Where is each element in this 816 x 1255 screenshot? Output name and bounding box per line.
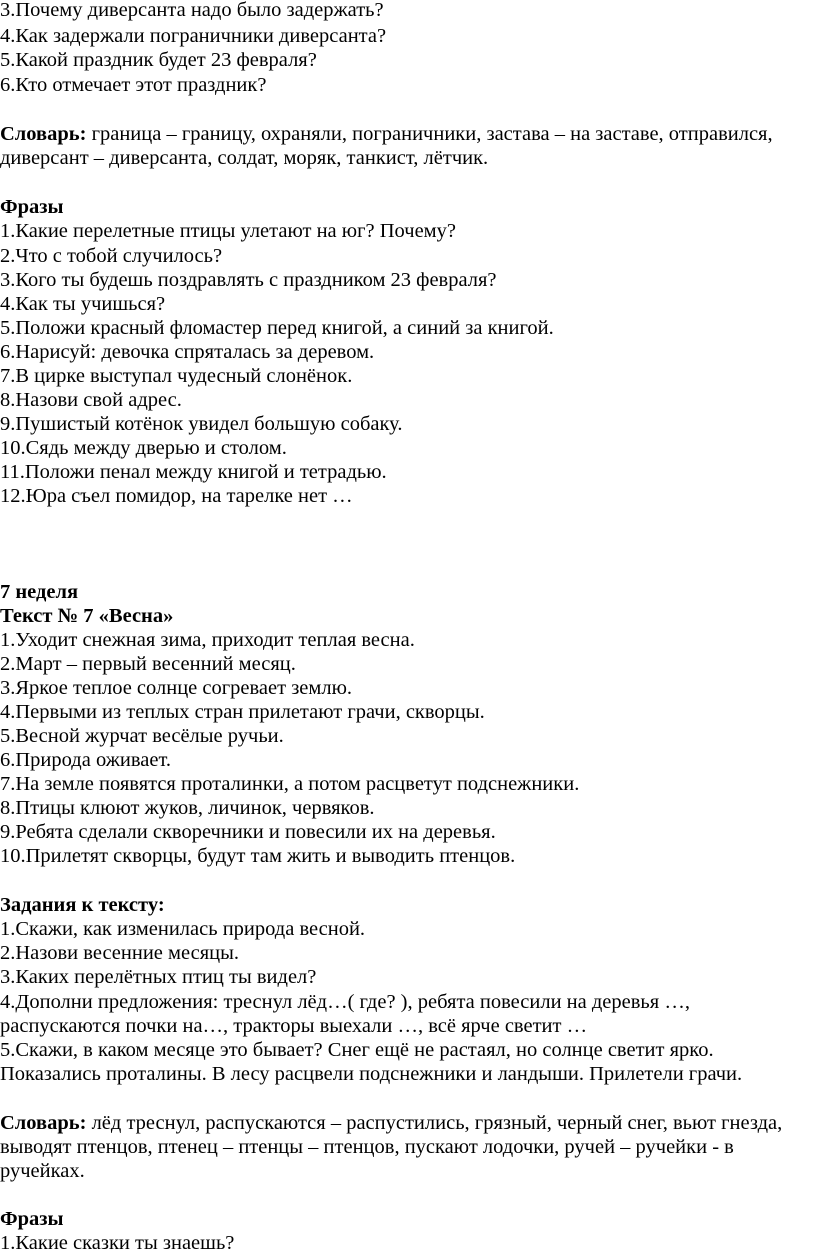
question-6: 6.Кто отмечает этот праздник? xyxy=(0,74,267,96)
text-sentence: 3.Яркое теплое солнце согревает землю. xyxy=(0,677,353,699)
phrase-item: 12.Юра съел помидор, на тарелке нет … xyxy=(0,485,353,507)
phrase-item: 1.Какие сказки ты знаешь? xyxy=(0,1232,235,1254)
vocabulary-text-cont: выводят птенцов, птенец – птенцы – птенцов, пускают лодочки, ручей – ручейки - в xyxy=(0,1136,734,1158)
question-3: 3.Почему диверсанта надо было задержать? xyxy=(0,0,384,21)
question-4: 4.Как задержали пограничники диверсанта? xyxy=(0,25,387,47)
task-line: Показались проталины. В лесу расцвели подснежники и ландыши. Прилетели грачи. xyxy=(0,1063,743,1085)
phrase-item: 4.Как ты учишься? xyxy=(0,293,166,315)
phrase-item: 5.Положи красный фломастер перед книгой, а синий за книгой. xyxy=(0,317,554,339)
task-line: 5.Скажи, в каком месяце это бывает? Снег ещё не растаял, но солнце светит ярко. xyxy=(0,1039,714,1061)
vocabulary-label: Словарь: xyxy=(0,123,87,145)
text-sentence: 4.Первыми из теплых стран прилетают грачи, скворцы. xyxy=(0,701,485,723)
phrase-item: 11.Положи пенал между книгой и тетрадью. xyxy=(0,461,387,483)
vocabulary-text-cont: ручейках. xyxy=(0,1160,85,1182)
task-line: 2.Назови весенние месяцы. xyxy=(0,942,240,964)
vocabulary-label: Словарь: xyxy=(0,1112,87,1134)
vocabulary-line xyxy=(0,122,773,146)
phrases-heading: Фразы xyxy=(0,196,64,218)
text-sentence: 10.Прилетят скворцы, будут там жить и выводить птенцов. xyxy=(0,845,516,867)
question-5: 5.Какой праздник будет 23 февраля? xyxy=(0,49,317,71)
phrase-item: 6.Нарисуй: девочка спряталась за деревом. xyxy=(0,341,375,363)
phrase-item: 7.В цирке выступал чудесный слонёнок. xyxy=(0,365,353,387)
text-sentence: 7.На земле появятся проталинки, а потом расцветут подснежники. xyxy=(0,773,580,795)
week-heading: 7 неделя xyxy=(0,581,79,603)
phrase-item: 8.Назови свой адрес. xyxy=(0,389,182,411)
task-line: 4.Дополни предложения: треснул лёд…( где? ), ребята повесили на деревья …, xyxy=(0,991,690,1013)
task-line: 3.Каких перелётных птиц ты видел? xyxy=(0,966,317,988)
vocabulary-text: лёд треснул, распускаются – распустились, грязный, черный снег, вьют гнезда, xyxy=(86,1112,783,1134)
text-sentence: 1.Уходит снежная зима, приходит теплая весна. xyxy=(0,629,415,651)
phrase-item: 3.Кого ты будешь поздравлять с праздником 23 февраля? xyxy=(0,269,497,291)
phrases-heading: Фразы xyxy=(0,1208,64,1230)
phrase-item: 1.Какие перелетные птицы улетают на юг? Почему? xyxy=(0,220,456,242)
phrase-item: 9.Пушистый котёнок увидел большую собаку. xyxy=(0,413,403,435)
phrase-item: 2.Что с тобой случилось? xyxy=(0,245,223,267)
text-sentence: 6.Природа оживает. xyxy=(0,749,171,771)
text-sentence: 2.Март – первый весенний месяц. xyxy=(0,653,296,675)
text-sentence: 8.Птицы клюют жуков, личинок, червяков. xyxy=(0,797,375,819)
phrase-item: 10.Сядь между дверью и столом. xyxy=(0,437,287,459)
task-line: 1.Скажи, как изменилась природа весной. xyxy=(0,918,366,940)
vocabulary-line xyxy=(0,1111,782,1135)
vocabulary-text-cont: диверсант – диверсанта, солдат, моряк, танкист, лётчик. xyxy=(0,147,489,169)
text-title: Текст № 7 «Весна» xyxy=(0,605,174,627)
tasks-heading: Задания к тексту: xyxy=(0,894,165,916)
task-line: распускаются почки на…, тракторы выехали …, всё ярче светит … xyxy=(0,1015,588,1037)
vocabulary-text: граница – границу, охраняли, пограничники, застава – на заставе, отправился, xyxy=(86,123,773,145)
text-sentence: 9.Ребята сделали скворечники и повесили их на деревья. xyxy=(0,821,496,843)
text-sentence: 5.Весной журчат весёлые ручьи. xyxy=(0,725,284,747)
